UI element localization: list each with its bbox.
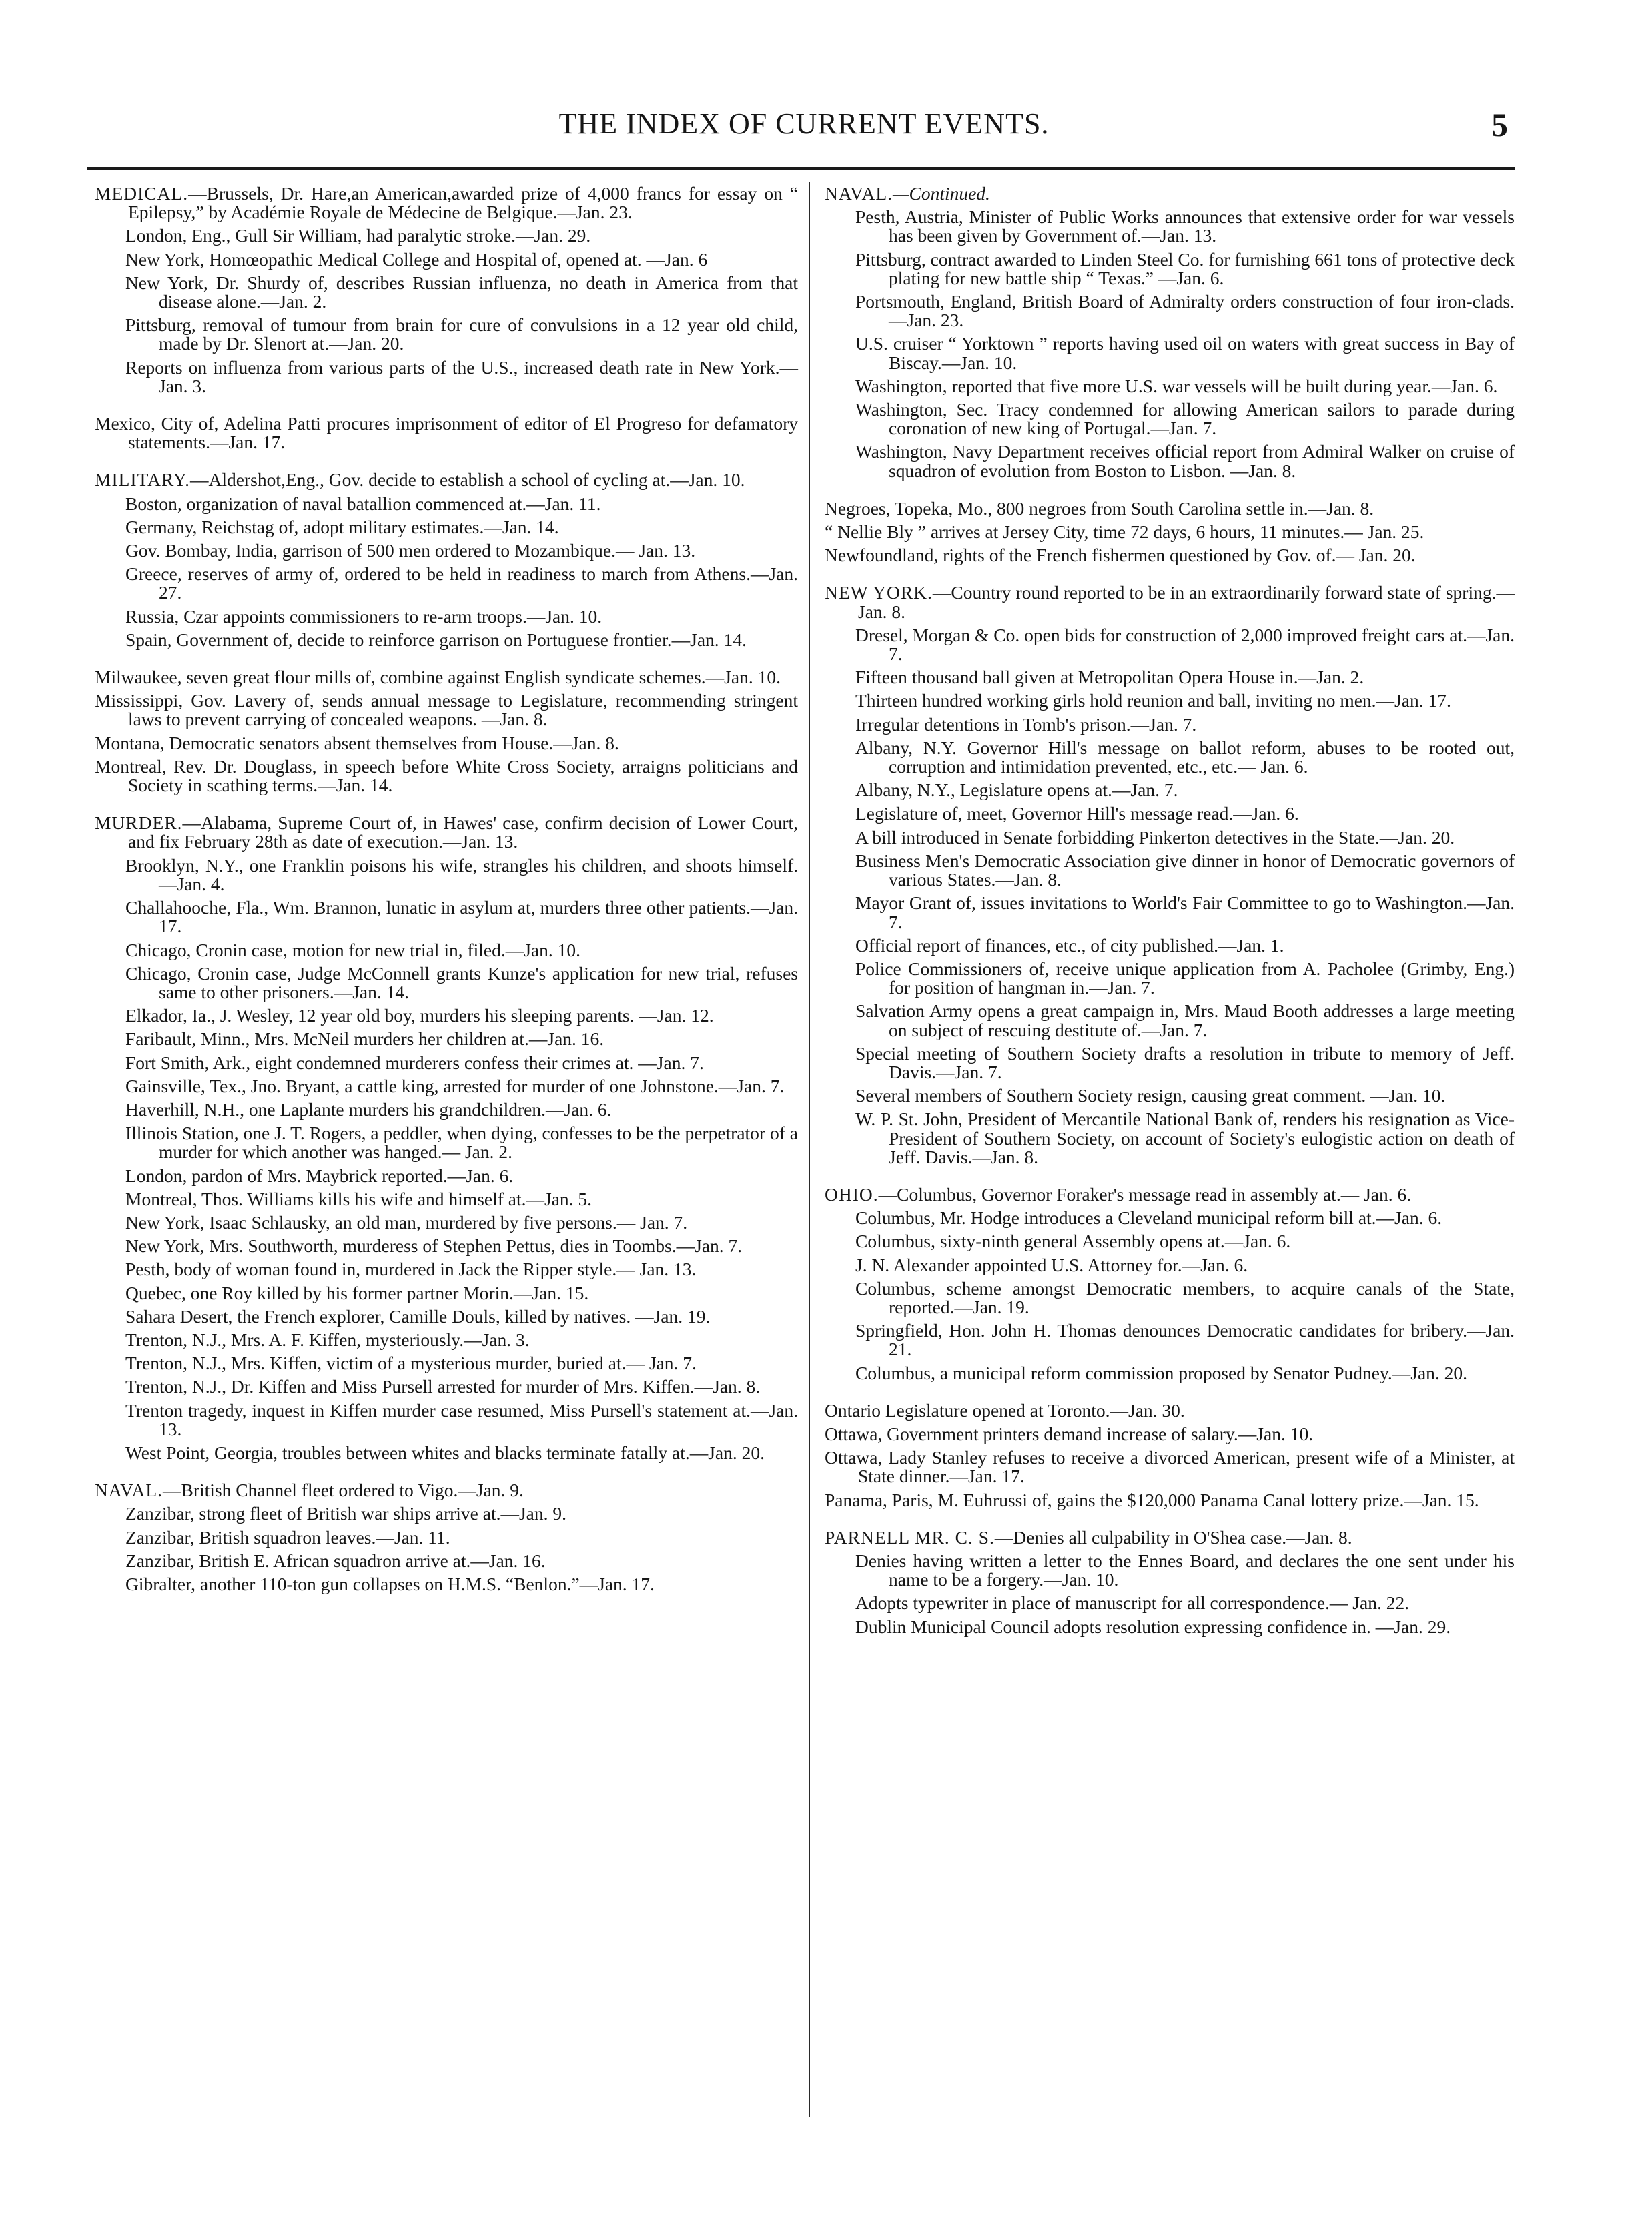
section-heading: OHIO.	[825, 1183, 879, 1205]
index-entry: Albany, N.Y., Legislature opens at.—Jan. 7.	[855, 779, 1178, 801]
index-entry: Pittsburg, contract awarded to Linden Steel Co. for furnishing 661 tons of protective deck plating for new battle ship “ Texas.” —Jan. 6.	[855, 248, 1515, 288]
index-entry: Dublin Municipal Council adopts resolution expressing confidence in. —Jan. 29.	[855, 1616, 1451, 1637]
index-entry: “ Nellie Bly ” arrives at Jersey City, time 72 days, 6 hours, 11 minutes.— Jan. 25.	[825, 521, 1424, 543]
index-entry: MILITARY.—Aldershot,Eng., Gov. decide to establish a school of cycling at.—Jan. 10.	[95, 469, 745, 491]
index-entry: Greece, reserves of army of, ordered to be held in readiness to march from Athens.—Jan. 27.	[125, 563, 798, 603]
section-heading: NEW YORK.	[825, 582, 933, 603]
index-entry: London, pardon of Mrs. Maybrick reported.—Jan. 6.	[125, 1165, 514, 1186]
index-entry: Irregular detentions in Tomb's prison.—Jan. 7.	[855, 713, 1197, 735]
index-entry: Pesth, body of woman found in, murdered in Jack the Ripper style.— Jan. 13.	[125, 1259, 697, 1280]
index-entry: New York, Dr. Shurdy of, describes Russian influenza, no death in America from that disease alone.—Jan. 2.	[125, 272, 798, 312]
index-entry: Dresel, Morgan & Co. open bids for construction of 2,000 improved freight cars at.—Jan. 7.	[855, 624, 1515, 665]
index-entry: Challahooche, Fla., Wm. Brannon, lunatic in asylum at, murders three other patients.—Jan. 17.	[125, 897, 798, 937]
index-entry: Illinois Station, one J. T. Rogers, a peddler, when dying, confesses to be the perpetrator of a murder for which another was hanged.— Jan. 2.	[125, 1123, 798, 1163]
index-section	[815, 583, 1515, 1166]
section-heading: NAVAL.—Continued.	[825, 183, 990, 204]
index-section	[85, 1481, 798, 1594]
index-section	[815, 499, 1515, 565]
index-entry: Denies having written a letter to the Ennes Board, and declares the one sent under his name to be a forgery.—Jan. 10.	[855, 1550, 1515, 1590]
index-entry: Panama, Paris, M. Euhrussi of, gains the $120,000 Panama Canal lottery prize.—Jan. 15.	[825, 1489, 1479, 1510]
index-entry: Fifteen thousand ball given at Metropolitan Opera House in.—Jan. 2.	[855, 667, 1364, 688]
column-divider	[809, 182, 810, 2117]
index-entry: West Point, Georgia, troubles between whites and blacks terminate fatally at.—Jan. 20.	[125, 1442, 765, 1463]
index-entry: Mississippi, Gov. Lavery of, sends annual message to Legislature, recommending stringent laws to prevent carrying of concealed weapons. —Jan. 8.	[95, 690, 798, 730]
index-entry: Milwaukee, seven great flour mills of, combine against English syndicate schemes.—Jan. 10.	[95, 667, 781, 688]
index-section	[815, 1185, 1515, 1383]
index-entry: Pittsburg, removal of tumour from brain for cure of convulsions in a 12 year old child, made by Dr. Slenort at.—Jan. 20.	[125, 314, 798, 354]
index-entry: Several members of Southern Society resign, causing great comment. —Jan. 10.	[855, 1085, 1446, 1106]
index-section	[85, 814, 798, 1462]
index-section	[85, 184, 798, 396]
index-entry: Legislature of, meet, Governor Hill's message read.—Jan. 6.	[855, 803, 1299, 824]
index-entry: Ontario Legislature opened at Toronto.—Jan. 30.	[825, 1399, 1185, 1421]
index-entry: Chicago, Cronin case, Judge McConnell grants Kunze's application for new trial, refuses same to other prisoners.—Jan. 14.	[125, 962, 798, 1002]
index-entry: Special meeting of Southern Society drafts a resolution in tribute to memory of Jeff. Davis.—Jan. 7.	[855, 1042, 1515, 1082]
index-entry: Montana, Democratic senators absent themselves from House.—Jan. 8.	[95, 732, 619, 753]
header-rule	[87, 167, 1515, 170]
index-entry: Faribault, Minn., Mrs. McNeil murders her children at.—Jan. 16.	[125, 1028, 604, 1050]
index-entry: J. N. Alexander appointed U.S. Attorney for.—Jan. 6.	[855, 1254, 1248, 1275]
index-entry: Washington, Sec. Tracy condemned for allowing American sailors to parade during coronation of new king of Portugal.—Jan. 7.	[855, 399, 1515, 439]
section-heading: MILITARY.	[95, 469, 191, 491]
index-entry: Zanzibar, strong fleet of British war ships arrive at.—Jan. 9.	[125, 1503, 567, 1524]
index-entry: Sahara Desert, the French explorer, Camille Douls, killed by natives. —Jan. 19.	[125, 1305, 711, 1327]
index-entry: Quebec, one Roy killed by his former partner Morin.—Jan. 15.	[125, 1282, 589, 1303]
index-entry: Gainsville, Tex., Jno. Bryant, a cattle king, arrested for murder of one Johnstone.—Jan. 7.	[125, 1075, 785, 1096]
index-entry: London, Eng., Gull Sir William, had paralytic stroke.—Jan. 29.	[125, 225, 591, 246]
index-section	[85, 414, 798, 452]
index-entry: Boston, organization of naval batallion commenced at.—Jan. 11.	[125, 493, 601, 514]
section-heading: MEDICAL.	[95, 183, 189, 204]
left-column	[85, 184, 798, 1612]
page-header	[87, 107, 1521, 153]
index-entry: Columbus, a municipal reform commission proposed by Senator Pudney.—Jan. 20.	[855, 1362, 1468, 1383]
index-section	[815, 184, 1515, 481]
index-entry: Business Men's Democratic Association give dinner in honor of Democratic governors of various States.—Jan. 8.	[855, 850, 1515, 890]
index-entry: Thirteen hundred working girls hold reunion and ball, inviting no men.—Jan. 17.	[855, 690, 1451, 711]
index-entry: Gibralter, another 110-ton gun collapses on H.M.S. “Benlon.”—Jan. 17.	[125, 1573, 655, 1594]
index-entry: Springfield, Hon. John H. Thomas denounces Democratic candidates for bribery.—Jan. 21.	[855, 1320, 1515, 1360]
index-entry: Adopts typewriter in place of manuscript for all correspondence.— Jan. 22.	[855, 1592, 1410, 1614]
section-heading: PARNELL MR. C. S.	[825, 1526, 995, 1548]
index-entry: Ottawa, Lady Stanley refuses to receive a divorced American, present wife of a Minister, at State dinner.—Jan. 17.	[825, 1447, 1515, 1487]
index-section	[815, 1401, 1515, 1510]
index-entry: Trenton tragedy, inquest in Kiffen murder case resumed, Miss Pursell's statement at.—Jan. 13.	[125, 1399, 798, 1440]
index-entry: Haverhill, N.H., one Laplante murders his grandchildren.—Jan. 6.	[125, 1098, 612, 1120]
index-entry: Salvation Army opens a great campaign in, Mrs. Maud Booth addresses a large meeting on subject of rescuing destitute of.—Jan. 7.	[855, 1000, 1515, 1040]
section-heading: MURDER.	[95, 812, 183, 834]
index-entry: Portsmouth, England, British Board of Admiralty orders construction of four iron-clads.—Jan. 23.	[855, 291, 1515, 331]
index-entry: Montreal, Thos. Williams kills his wife and himself at.—Jan. 5.	[125, 1188, 592, 1209]
index-entry: Albany, N.Y. Governor Hill's message on ballot reform, abuses to be rooted out, corruption and intimidation prevented, etc., etc.— Jan. 6.	[855, 737, 1515, 777]
index-entry: OHIO.—Columbus, Governor Foraker's message read in assembly at.— Jan. 6.	[825, 1183, 1412, 1205]
index-entry: Trenton, N.J., Dr. Kiffen and Miss Pursell arrested for murder of Mrs. Kiffen.—Jan. 8.	[125, 1376, 761, 1397]
index-entry: Washington, Navy Department receives official report from Admiral Walker on cruise of squadron of evolution from Boston to Lisbon. —Jan. 8.	[855, 441, 1515, 481]
page-number: 5	[1491, 106, 1508, 143]
index-entry: Russia, Czar appoints commissioners to re-arm troops.—Jan. 10.	[125, 605, 602, 627]
index-entry: Washington, reported that five more U.S. war vessels will be built during year.—Jan. 6.	[855, 375, 1498, 396]
index-entry: Mayor Grant of, issues invitations to World's Fair Committee to go to Washington.—Jan. 7.	[855, 892, 1515, 932]
section-heading: NAVAL.	[95, 1480, 163, 1501]
index-entry: New York, Mrs. Southworth, murderess of Stephen Pettus, dies in Toombs.—Jan. 7.	[125, 1235, 743, 1257]
index-entry: Trenton, N.J., Mrs. A. F. Kiffen, mysteriously.—Jan. 3.	[125, 1329, 530, 1350]
index-entry: W. P. St. John, President of Mercantile National Bank of, renders his resignation as Vice-President of Southern Society, on account of Society's eulogistic action on death of Jeff. Davis.—Jan. 8.	[855, 1108, 1515, 1167]
index-entry: Zanzibar, British squadron leaves.—Jan. 11.	[125, 1526, 450, 1548]
index-entry: Mexico, City of, Adelina Patti procures imprisonment of editor of El Progreso for defamatory statements.—Jan. 17.	[95, 413, 798, 453]
index-entry: Zanzibar, British E. African squadron arrive at.—Jan. 16.	[125, 1550, 546, 1571]
index-entry: Fort Smith, Ark., eight condemned murderers confess their crimes at. —Jan. 7.	[125, 1052, 704, 1073]
index-entry: Ottawa, Government printers demand increase of salary.—Jan. 10.	[825, 1423, 1314, 1444]
index-entry: Police Commissioners of, receive unique application from A. Pacholee (Grimby, Eng.) for position of hangman in.—Jan. 7.	[855, 958, 1515, 998]
index-entry: PARNELL MR. C. S.—Denies all culpability in O'Shea case.—Jan. 8.	[825, 1526, 1352, 1548]
index-entry: Gov. Bombay, India, garrison of 500 men ordered to Mozambique.— Jan. 13.	[125, 540, 696, 561]
index-section	[815, 1528, 1515, 1636]
index-entry: Pesth, Austria, Minister of Public Works announces that extensive order for war vessels has been given by Government of.—Jan. 13.	[855, 206, 1515, 246]
index-entry: Reports on influenza from various parts of the U.S., increased death rate in New York.—Jan. 3.	[125, 356, 798, 396]
index-entry: Elkador, Ia., J. Wesley, 12 year old boy, murders his sleeping parents. —Jan. 12.	[125, 1005, 714, 1026]
index-entry: NAVAL.—British Channel fleet ordered to Vigo.—Jan. 9.	[95, 1480, 524, 1501]
index-entry: U.S. cruiser “ Yorktown ” reports having used oil on waters with great success in Bay of Biscay.—Jan. 10.	[855, 333, 1515, 373]
index-entry: A bill introduced in Senate forbidding Pinkerton detectives in the State.—Jan. 20.	[855, 826, 1455, 848]
right-column	[815, 184, 1515, 1655]
index-entry: Columbus, Mr. Hodge introduces a Cleveland municipal reform bill at.—Jan. 6.	[855, 1207, 1442, 1229]
index-entry: Negroes, Topeka, Mo., 800 negroes from South Carolina settle in.—Jan. 8.	[825, 497, 1374, 519]
index-entry: Newfoundland, rights of the French fishermen questioned by Gov. of.— Jan. 20.	[825, 545, 1416, 566]
index-entry: Columbus, sixty-ninth general Assembly opens at.—Jan. 6.	[855, 1231, 1291, 1252]
index-entry: NEW YORK.—Country round reported to be in an extraordinarily forward state of spring.—Jan. 8.	[825, 582, 1515, 622]
index-entry: Official report of finances, etc., of city published.—Jan. 1.	[855, 934, 1284, 956]
index-entry: MURDER.—Alabama, Supreme Court of, in Hawes' case, confirm decision of Lower Court, and fix February 28th as date of execution.—Jan. 13.	[95, 812, 798, 852]
index-entry: Brooklyn, N.Y., one Franklin poisons his wife, strangles his children, and shoots himself.—Jan. 4.	[125, 854, 798, 894]
index-section	[85, 470, 798, 649]
index-entry: Chicago, Cronin case, motion for new trial in, filed.—Jan. 10.	[125, 939, 581, 960]
index-entry: New York, Homœopathic Medical College and Hospital of, opened at. —Jan. 6	[125, 248, 708, 270]
index-entry: Trenton, N.J., Mrs. Kiffen, victim of a mysterious murder, buried at.— Jan. 7.	[125, 1353, 697, 1374]
index-entry: Columbus, scheme amongst Democratic members, to acquire canals of the State, reported.—Jan. 19.	[855, 1277, 1515, 1317]
index-section	[85, 668, 798, 795]
index-entry: Germany, Reichstag of, adopt military estimates.—Jan. 14.	[125, 516, 559, 537]
index-entry: Spain, Government of, decide to reinforce garrison on Portuguese frontier.—Jan. 14.	[125, 629, 747, 650]
index-entry: New York, Isaac Schlausky, an old man, murdered by five persons.— Jan. 7.	[125, 1211, 688, 1233]
index-entry: Montreal, Rev. Dr. Douglass, in speech before White Cross Society, arraigns politicians and Society in scathing terms.—Jan. 14.	[95, 755, 798, 796]
running-title: THE INDEX OF CURRENT EVENTS.	[558, 107, 1050, 140]
index-entry: MEDICAL.—Brussels, Dr. Hare,an American,awarded prize of 4,000 francs for essay on “ Epilepsy,” by Académie Royale de Médecine de Belgique.—Jan. 23.	[95, 183, 798, 223]
